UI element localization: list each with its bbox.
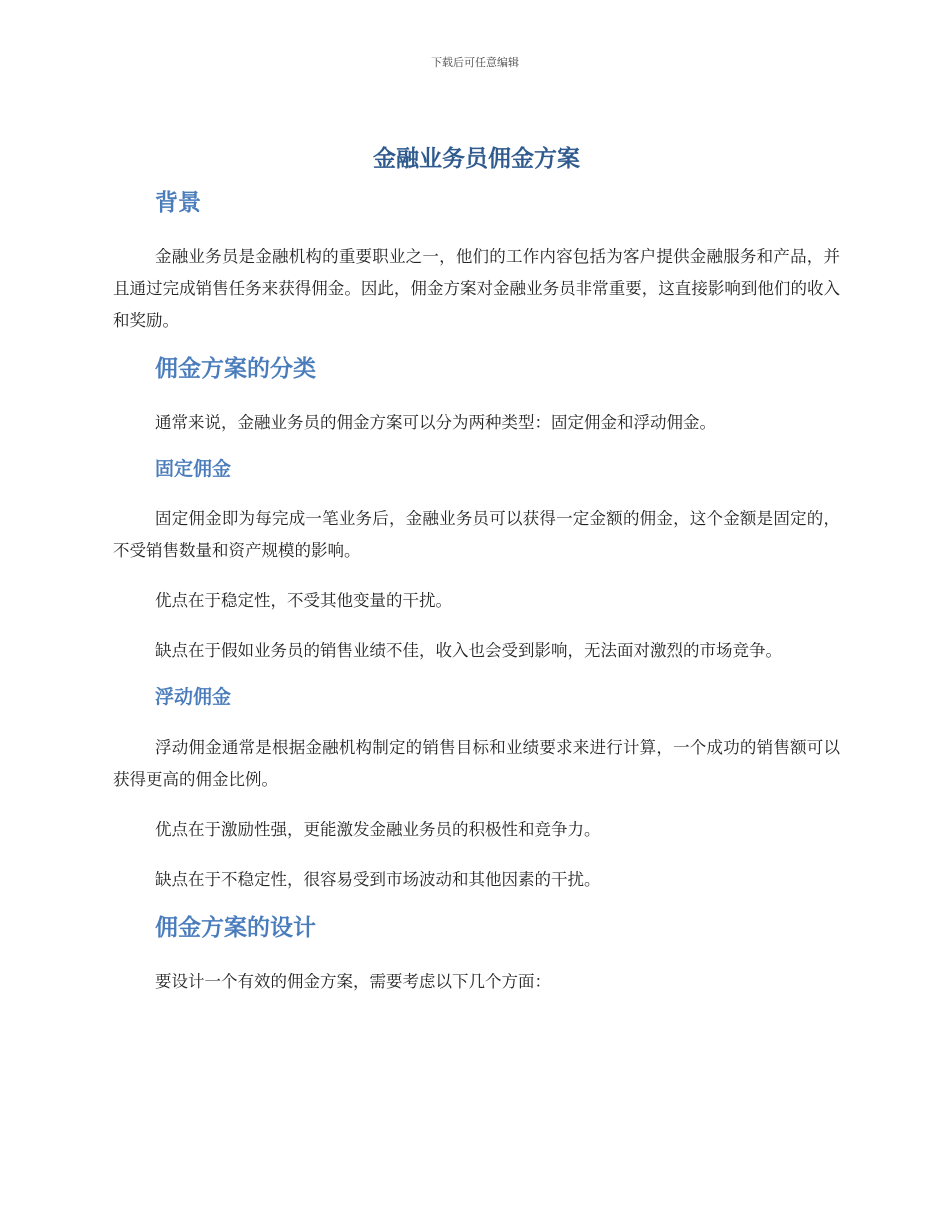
floating-commission-pros: 优点在于激励性强，更能激发金融业务员的积极性和竞争力。 [155,820,601,840]
subsection-heading-floating-commission: 浮动佣金 [155,686,232,709]
section-heading-background: 背景 [155,189,201,216]
section-heading-design: 佣金方案的设计 [155,915,316,942]
subsection-heading-fixed-commission: 固定佣金 [155,457,232,480]
background-paragraph: 金融业务员是金融机构的重要职业之一，他们的工作内容包括为客户提供金融服务和产品，并且通过完成销售任务来获得佣金。因此，佣金方案对金融业务员非常重要，这直接影响到他们的收入和奖励。 [113,246,840,330]
classification-paragraph: 通常来说，金融业务员的佣金方案可以分为两种类型：固定佣金和浮动佣金。 [155,412,716,432]
fixed-commission-definition: 固定佣金即为每完成一笔业务后，金融业务员可以获得一定金额的佣金，这个金额是固定的，不受销售数量和资产规模的影响。 [113,509,840,561]
section-heading-classification: 佣金方案的分类 [155,355,316,382]
fixed-commission-pros: 优点在于稳定性，不受其他变量的干扰。 [155,591,452,611]
page-header-note: 下载后可任意编辑 [431,56,519,69]
design-paragraph: 要设计一个有效的佣金方案，需要考虑以下几个方面： [155,971,551,991]
document-title: 金融业务员佣金方案 [373,146,580,172]
fixed-commission-cons: 缺点在于假如业务员的销售业绩不佳，收入也会受到影响，无法面对激烈的市场竞争。 [155,641,782,661]
document-body [113,145,840,1016]
floating-commission-definition: 浮动佣金通常是根据金融机构制定的销售目标和业绩要求来进行计算，一个成功的销售额可以获得更高的佣金比例。 [113,738,840,790]
floating-commission-cons: 缺点在于不稳定性，很容易受到市场波动和其他因素的干扰。 [155,870,601,890]
